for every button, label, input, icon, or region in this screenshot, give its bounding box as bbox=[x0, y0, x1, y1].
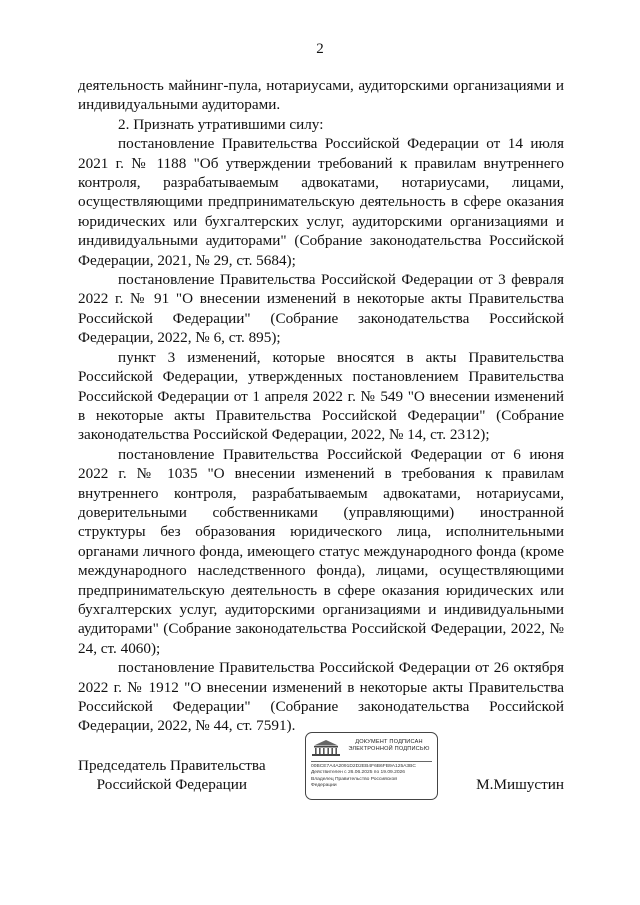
paragraph-repeal-1188: постановление Правительства Российской Федерации от 14 июля 2021 г. № 1188 "Об утверждении требований к правилам внутреннего контроля, разрабатываемым адвокатами, нотариусами, лицами, осуществляющими предпринимательскую деятельность в сфере оказания юридических или бухгалтерских услуг, аудиторскими организациями и индивидуальными аудиторами" (Собрание законодательства Российской Федерации, 2021, № 29, ст. 5684); bbox=[78, 135, 564, 269]
stamp-owner-line1: Владелец Правительство Российской bbox=[311, 776, 397, 782]
signature-block bbox=[78, 739, 564, 806]
stamp-owner-line2: Федерации bbox=[311, 782, 337, 788]
paragraph-repeal-1912: постановление Правительства Российской Федерации от 26 октября 2022 г. № 1912 "О внесении изменений в некоторые акты Правительства Российской Федерации" (Собрание законодательства Российской Федерации, 2022, № 44, ст. 7591). bbox=[78, 659, 564, 735]
stamp-validity: Действителен с 26.06.2025 по 19.09.2026 bbox=[311, 770, 405, 776]
paragraph-repeal-549: пункт 3 изменений, которые вносятся в акты Правительства Российской Федерации, утвержденных постановлением Правительства Российской Федерации от 1 апреля 2022 г. № 549 "О внесении изменений в некоторые акты Правительства Российской Федерации" (Собрание законодательства Российской Федерации, 2022, № 14, ст. 2312); bbox=[78, 348, 564, 444]
stamp-title bbox=[342, 739, 436, 753]
signatory-name: М.Мишустин bbox=[476, 776, 564, 793]
paragraph-clause-2: 2. Признать утратившими силу: bbox=[118, 115, 324, 133]
stamp-title-line2: ЭЛЕКТРОННОЙ ПОДПИСЬЮ bbox=[348, 746, 430, 752]
page-number: 2 bbox=[316, 41, 324, 57]
paragraph-repeal-91: постановление Правительства Российской Федерации от 3 февраля 2022 г. № 91 "О внесении изменений в некоторые акты Правительства Российской Федерации" (Собрание законодательства Российской Федерации, 2022, № 6, ст. 895); bbox=[78, 271, 564, 347]
document-body bbox=[78, 76, 564, 736]
stamp-details bbox=[311, 764, 435, 789]
government-building-icon bbox=[311, 739, 341, 757]
signatory-title-line1: Председатель Правительства bbox=[78, 757, 266, 774]
stamp-divider bbox=[311, 761, 432, 762]
paragraph-repeal-1035: постановление Правительства Российской Федерации от 6 июня 2022 г. № 1035 "О внесении изменений в требования к правилам внутреннего контроля, разрабатываемым адвокатами, нотариусами, доверительными собственниками (управляющими) иностранной структуры без образования юридического лица, исполнительными органами личного фонда, имеющего статус международного фонда (кроме международного наследственного фонда), лицами, осуществляющими предпринимательскую деятельность в сфере оказания юридических или бухгалтерских услуг, аудиторскими организациями и индивидуальными аудиторами" (Собрание законодательства Российской Федерации, 2022, № 24, ст. 4060); bbox=[78, 445, 564, 657]
stamp-certificate: 00BCE7A4A2091D2D2EB4F6B6FB9A125A3BC bbox=[311, 764, 416, 769]
paragraph-continuation: деятельность майнинг-пула, нотариусами, аудиторскими организациями и индивидуальными аудиторами. bbox=[78, 77, 564, 114]
signatory-title-line2: Российской Федерации bbox=[96, 776, 247, 794]
signatory-title bbox=[78, 756, 266, 795]
stamp-title-line1: ДОКУМЕНТ ПОДПИСАН bbox=[355, 739, 423, 745]
electronic-signature-stamp bbox=[305, 732, 438, 800]
